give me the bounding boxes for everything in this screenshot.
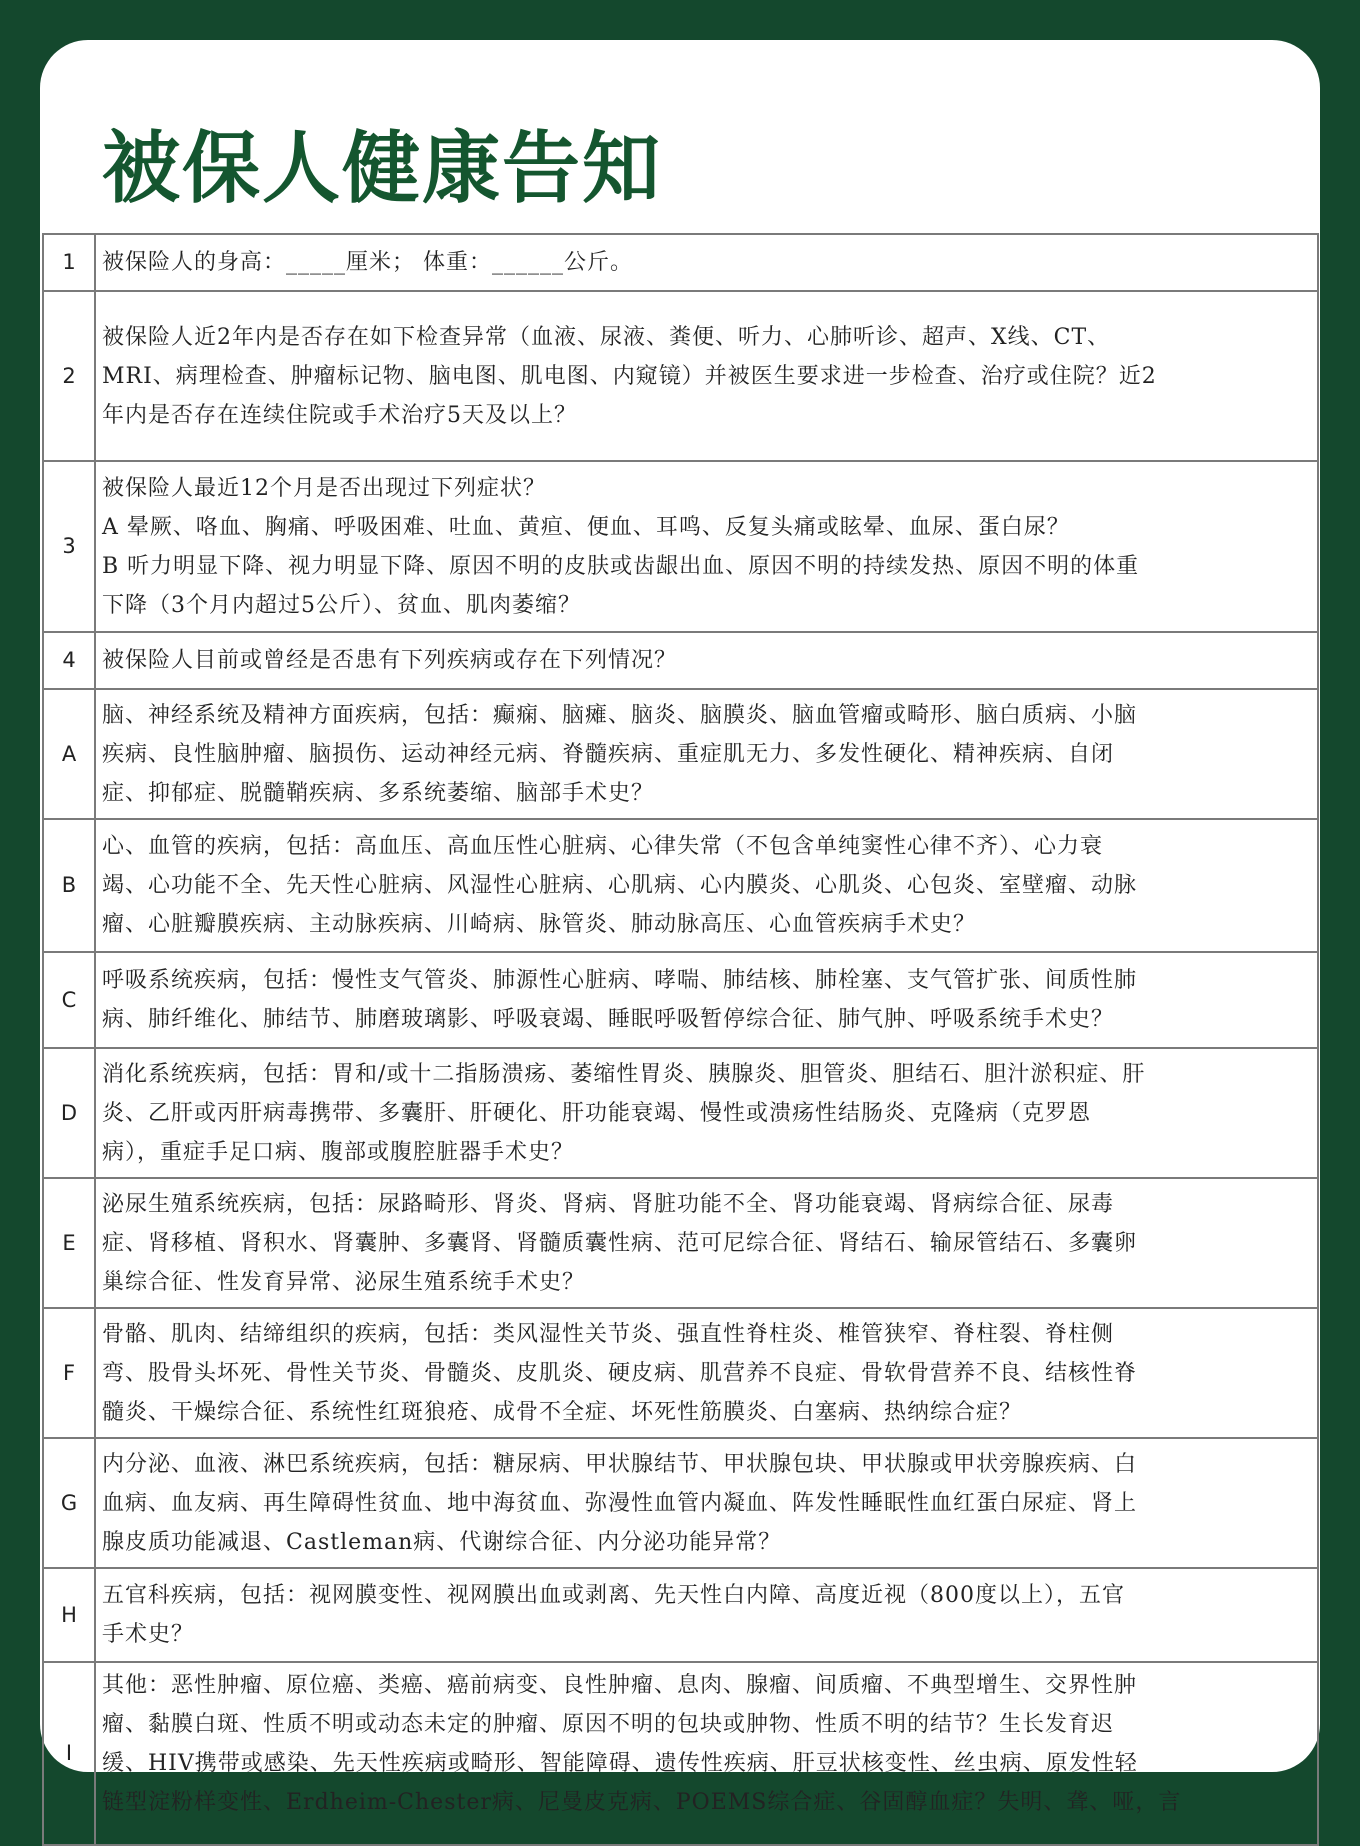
row-question: 内分泌、血液、淋巴系统疾病，包括：糖尿病、甲状腺结节、甲状腺包块、甲状腺或甲状旁腺疾病、白 血病、血友病、再生障碍性贫血、地中海贫血、弥漫性血管内凝血、阵发性睡眠性血红蛋白尿症、肾上 腺皮质功能减退、Castleman病、代谢综合征、内分泌功能异常？ <box>95 1438 1318 1568</box>
page-card <box>40 40 1320 1815</box>
row-question: 呼吸系统疾病，包括：慢性支气管炎、肺源性心脏病、哮喘、肺结核、肺栓塞、支气管扩张、间质性肺 病、肺纤维化、肺结节、肺磨玻璃影、呼吸衰竭、睡眠呼吸暂停综合征、肺气肿、呼吸系统手术史？ <box>95 952 1318 1048</box>
row-number: 3 <box>43 461 95 632</box>
table-row <box>43 952 1318 1048</box>
table-row <box>43 1662 1318 1845</box>
table-row <box>43 1568 1318 1662</box>
row-question: 骨骼、肌肉、结缔组织的疾病，包括：类风湿性关节炎、强直性脊柱炎、椎管狭窄、脊柱裂、脊柱侧 弯、股骨头坏死、骨性关节炎、骨髓炎、皮肌炎、硬皮病、肌营养不良症、骨软骨营养不良、结核性脊 髓炎、干燥综合征、系统性红斑狼疮、成骨不全症、坏死性筋膜炎、白塞病、热纳综合症？ <box>95 1308 1318 1438</box>
row-question: 心、血管的疾病，包括：高血压、高血压性心脏病、心律失常（不包含单纯窦性心律不齐）、心力衰 竭、心功能不全、先天性心脏病、风湿性心脏病、心肌病、心内膜炎、心肌炎、心包炎、室壁瘤、动脉 瘤、心脏瓣膜疾病、主动脉疾病、川崎病、脉管炎、肺动脉高压、心血管疾病手术史？ <box>95 819 1318 952</box>
row-number: D <box>43 1048 95 1178</box>
table-row <box>43 1308 1318 1438</box>
row-number: I <box>43 1662 95 1845</box>
row-number: 1 <box>43 234 95 291</box>
row-question: 其他：恶性肿瘤、原位癌、类癌、癌前病变、良性肿瘤、息肉、腺瘤、间质瘤、不典型增生、交界性肿 瘤、黏膜白斑、性质不明或动态未定的肿瘤、原因不明的包块或肿物、性质不明的结节？生长发育迟 缓、HIV携带或感染、先天性疾病或畸形、智能障碍、遗传性疾病、肝豆状核变性、丝虫病、原发性轻 链型淀粉样变性、Erdheim-Chester病、尼曼皮克病、POEMS综合症、谷固醇血症？失明、聋、哑，言 <box>95 1662 1318 1845</box>
table-row <box>43 1048 1318 1178</box>
table-row <box>43 1438 1318 1568</box>
questionnaire-table <box>42 233 1319 1846</box>
row-number: B <box>43 819 95 952</box>
row-question: 被保险人目前或曾经是否患有下列疾病或存在下列情况？ <box>95 632 1318 689</box>
row-number: A <box>43 689 95 819</box>
table-row <box>43 1178 1318 1308</box>
row-number: G <box>43 1438 95 1568</box>
row-question: 被保险人近2年内是否存在如下检查异常（血液、尿液、粪便、听力、心肺听诊、超声、X线、CT、 MRI、病理检查、肿瘤标记物、脑电图、肌电图、内窥镜）并被医生要求进一步检查、治疗或住院？近2 年内是否存在连续住院或手术治疗5天及以上？ <box>95 291 1318 461</box>
row-question: 消化系统疾病，包括：胃和/或十二指肠溃疡、萎缩性胃炎、胰腺炎、胆管炎、胆结石、胆汁淤积症、肝 炎、乙肝或丙肝病毒携带、多囊肝、肝硬化、肝功能衰竭、慢性或溃疡性结肠炎、克隆病（克罗恩 病），重症手足口病、腹部或腹腔脏器手术史？ <box>95 1048 1318 1178</box>
row-question: 被保险人最近12个月是否出现过下列症状？ A 晕厥、咯血、胸痛、呼吸困难、吐血、黄疸、便血、耳鸣、反复头痛或眩晕、血尿、蛋白尿？ B 听力明显下降、视力明显下降、原因不明的皮肤或齿龈出血、原因不明的持续发热、原因不明的体重 下降（3个月内超过5公斤）、贫血、肌肉萎缩？ <box>95 461 1318 632</box>
table-row <box>43 689 1318 819</box>
row-number: E <box>43 1178 95 1308</box>
row-number: F <box>43 1308 95 1438</box>
table-row <box>43 461 1318 632</box>
row-number: 4 <box>43 632 95 689</box>
page-title: 被保人健康告知 <box>102 123 663 214</box>
health-questionnaire <box>42 233 1319 1846</box>
row-number: 2 <box>43 291 95 461</box>
row-number: H <box>43 1568 95 1662</box>
row-question: 脑、神经系统及精神方面疾病，包括：癫痫、脑瘫、脑炎、脑膜炎、脑血管瘤或畸形、脑白质病、小脑 疾病、良性脑肿瘤、脑损伤、运动神经元病、脊髓疾病、重症肌无力、多发性硬化、精神疾病、自闭 症、抑郁症、脱髓鞘疾病、多系统萎缩、脑部手术史？ <box>95 689 1318 819</box>
row-question: 泌尿生殖系统疾病，包括：尿路畸形、肾炎、肾病、肾脏功能不全、肾功能衰竭、肾病综合征、尿毒 症、肾移植、肾积水、肾囊肿、多囊肾、肾髓质囊性病、范可尼综合征、肾结石、输尿管结石、多囊卵 巢综合征、性发育异常、泌尿生殖系统手术史？ <box>95 1178 1318 1308</box>
table-row <box>43 819 1318 952</box>
table-row <box>43 234 1318 291</box>
table-row <box>43 632 1318 689</box>
row-question: 被保险人的身高：_____厘米； 体重：______公斤。 <box>95 234 1318 291</box>
row-question: 五官科疾病，包括：视网膜变性、视网膜出血或剥离、先天性白内障、高度近视（800度以上），五官 手术史？ <box>95 1568 1318 1662</box>
row-number: C <box>43 952 95 1048</box>
table-row <box>43 291 1318 461</box>
